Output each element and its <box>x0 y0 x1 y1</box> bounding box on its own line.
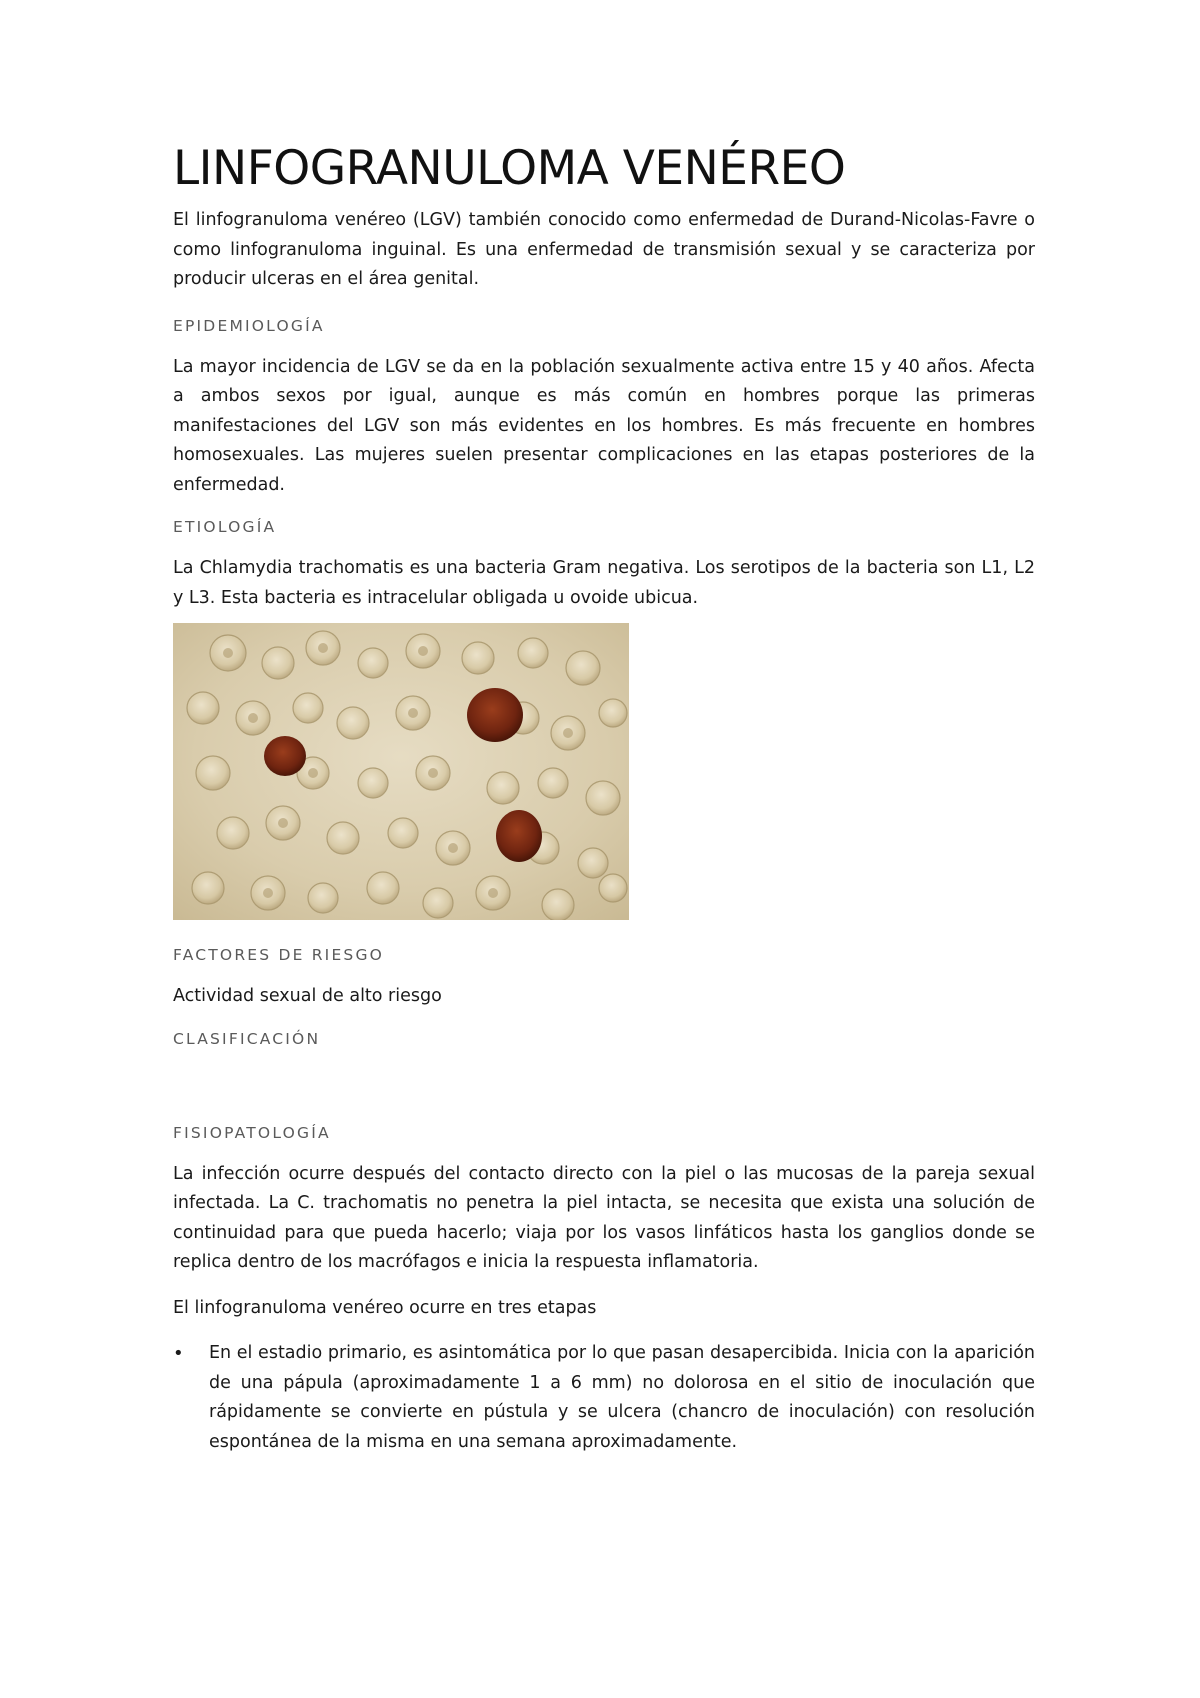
intro-paragraph: El linfogranuloma venéreo (LGV) también conocido como enfermedad de Durand-Nicolas-Favre o como linfogranuloma inguinal. Es una enfermedad de transmisión sexual y se caracteriza por producir ulceras en el área genital. <box>173 210 1035 289</box>
stages-list <box>173 1339 1035 1457</box>
etiologia-paragraph: La Chlamydia trachomatis es una bacteria Gram negativa. Los serotipos de la bacteria son L1, L2 y L3. Esta bacteria es intracelular obligada u ovoide ubicua. <box>173 558 1035 608</box>
document-title: LINFOGRANULOMA VENÉREO <box>173 141 846 196</box>
list-item: • En el estadio primario, es asintomática por lo que pasan desapercibida. Inicia con la aparición de una pápula (aproximadamente 1 a 6 mm) no dolorosa en el sitio de inoculación que rápidamente se convierte en pústula y se ulcera (chancro de inoculación) con resolución espontánea de la misma en una semana aproximadamente. <box>209 1339 1035 1457</box>
document-page <box>173 138 1035 1457</box>
heading-fisiopatologia: FISIOPATOLOGÍA <box>173 1123 331 1142</box>
heading-factores-riesgo: FACTORES DE RIESGO <box>173 946 385 964</box>
chlamydia-microscopy-image <box>173 623 629 920</box>
stages-intro: El linfogranuloma venéreo ocurre en tres etapas <box>173 1297 597 1318</box>
heading-epidemiologia: EPIDEMIOLOGÍA <box>173 316 325 335</box>
heading-clasificacion: CLASIFICACIÓN <box>173 1029 321 1048</box>
factores-riesgo-text: Actividad sexual de alto riesgo <box>173 986 442 1006</box>
epidemiologia-paragraph: La mayor incidencia de LGV se da en la población sexualmente activa entre 15 y 40 años. Afecta a ambos sexos por igual, aunque es más común en hombres porque las primeras manifestaciones del LGV son más evidentes en los hombres. Es más frecuente en hombres homosexuales. Las mujeres suelen presentar complicaciones en las etapas posteriores de la enfermedad. <box>173 356 1035 495</box>
empty-section-space <box>173 1066 1035 1122</box>
heading-etiologia: ETIOLOGÍA <box>173 518 277 536</box>
fisiopatologia-paragraph: La infección ocurre después del contacto directo con la piel o las mucosas de la pareja sexual infectada. La C. trachomatis no penetra la piel intacta, se necesita que exista una solución de continuidad para que pueda hacerlo; viaja por los vasos linfáticos hasta los ganglios donde se replica dentro de los macrófagos e inicia la respuesta inflamatoria. <box>173 1163 1035 1272</box>
